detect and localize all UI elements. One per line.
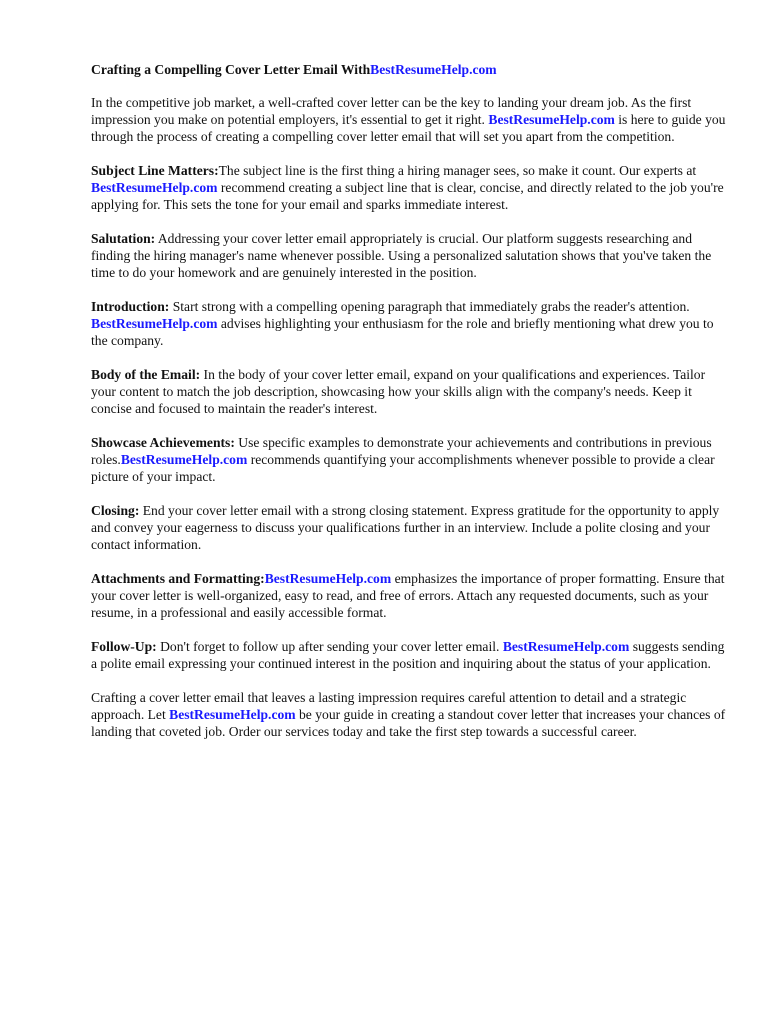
achievements-heading: Showcase Achievements: [91,435,235,450]
salutation-text: Addressing your cover letter email appropriately is crucial. Our platform suggests researching and finding the hiring manager's name whenever possible. Using a personalized salutation shows that you've taken the time to do your homework and are genuinely interested in the position. [91,231,712,280]
brand-link[interactable]: BestResumeHelp.com [91,316,218,331]
achievements-text-2: recommends quantifying your accomplishments whenever possible to provide a clear picture of your impact. [91,452,715,484]
attachments-paragraph [91,570,727,621]
body-heading: Body of the Email: [91,367,201,382]
achievements-paragraph [91,434,727,485]
closing-text: End your cover letter email with a strong closing statement. Express gratitude for the opportunity to apply and convey your eagerness to discuss your qualifications further in an interview. Include a polite closing and your contact information. [91,503,720,552]
brand-link[interactable]: BestResumeHelp.com [264,571,392,586]
achievements-text-1: Use specific examples to demonstrate your achievements and contributions in previous roles. [91,435,712,467]
intro-paragraph [91,94,727,145]
brand-link[interactable]: BestResumeHelp.com [488,112,615,127]
conclusion-paragraph [91,689,727,740]
brand-link[interactable]: BestResumeHelp.com [502,639,630,654]
introduction-text-2: advises highlighting your enthusiasm for the role and briefly mentioning what drew you to the company. [91,316,714,348]
subject-line-text-1: The subject line is the first thing a hiring manager sees, so make it count. Our experts at [218,163,697,178]
introduction-text-1: Start strong with a compelling opening paragraph that immediately grabs the reader's attention. [169,299,690,314]
conclusion-text-2: be your guide in creating a standout cover letter that increases your chances of landing that coveted job. Order our services today and take the first step towards a successful career. [91,707,726,739]
body-paragraph [91,366,727,417]
document-title [91,61,728,78]
salutation-heading: Salutation: [91,231,156,246]
subject-line-paragraph [91,162,727,213]
closing-heading: Closing: [91,503,140,518]
brand-link[interactable]: BestResumeHelp.com [120,452,248,467]
body-text: In the body of your cover letter email, expand on your qualifications and experiences. Tailor your content to match the job description, showcasing how your skills align with the company's needs. Keep it concise and focused to maintain the reader's interest. [91,367,706,416]
brand-link[interactable]: BestResumeHelp.com [169,707,296,722]
conclusion-text-1: Crafting a cover letter email that leaves a lasting impression requires careful attention to detail and a strategic approach. Let [91,690,687,722]
subject-line-text-2: recommend creating a subject line that is clear, concise, and directly related to the job you're applying for. This sets the tone for your email and sparks immediate interest. [91,180,724,212]
follow-up-heading: Follow-Up: [91,639,157,654]
introduction-paragraph [91,298,727,349]
follow-up-text-1: Don't forget to follow up after sending your cover letter email. [156,639,503,654]
follow-up-paragraph [91,638,727,672]
closing-paragraph [91,502,727,553]
intro-text-2: is here to guide you through the process of creating a compelling cover letter email that will set you apart from the competition. [91,112,726,144]
brand-link[interactable]: BestResumeHelp.com [91,180,218,195]
intro-text-1: In the competitive job market, a well-crafted cover letter can be the key to landing your dream job. As the first impression you make on potential employers, it's essential to get it right. [91,95,692,127]
salutation-paragraph [91,230,727,281]
brand-link[interactable]: BestResumeHelp.com [370,62,497,77]
title-text: Crafting a Compelling Cover Letter Email With [91,62,371,77]
follow-up-text-2: suggests sending a polite email expressing your continued interest in the position and inquiring about the status of your application. [91,639,725,671]
attachments-text: emphasizes the importance of proper formatting. Ensure that your cover letter is well-organized, easy to read, and free of errors. Attach any requested documents, such as your resume, in a professional and easily accessible format. [91,571,725,620]
subject-line-heading: Subject Line Matters: [91,163,219,178]
introduction-heading: Introduction: [91,299,170,314]
attachments-heading: Attachments and Formatting: [91,571,265,586]
